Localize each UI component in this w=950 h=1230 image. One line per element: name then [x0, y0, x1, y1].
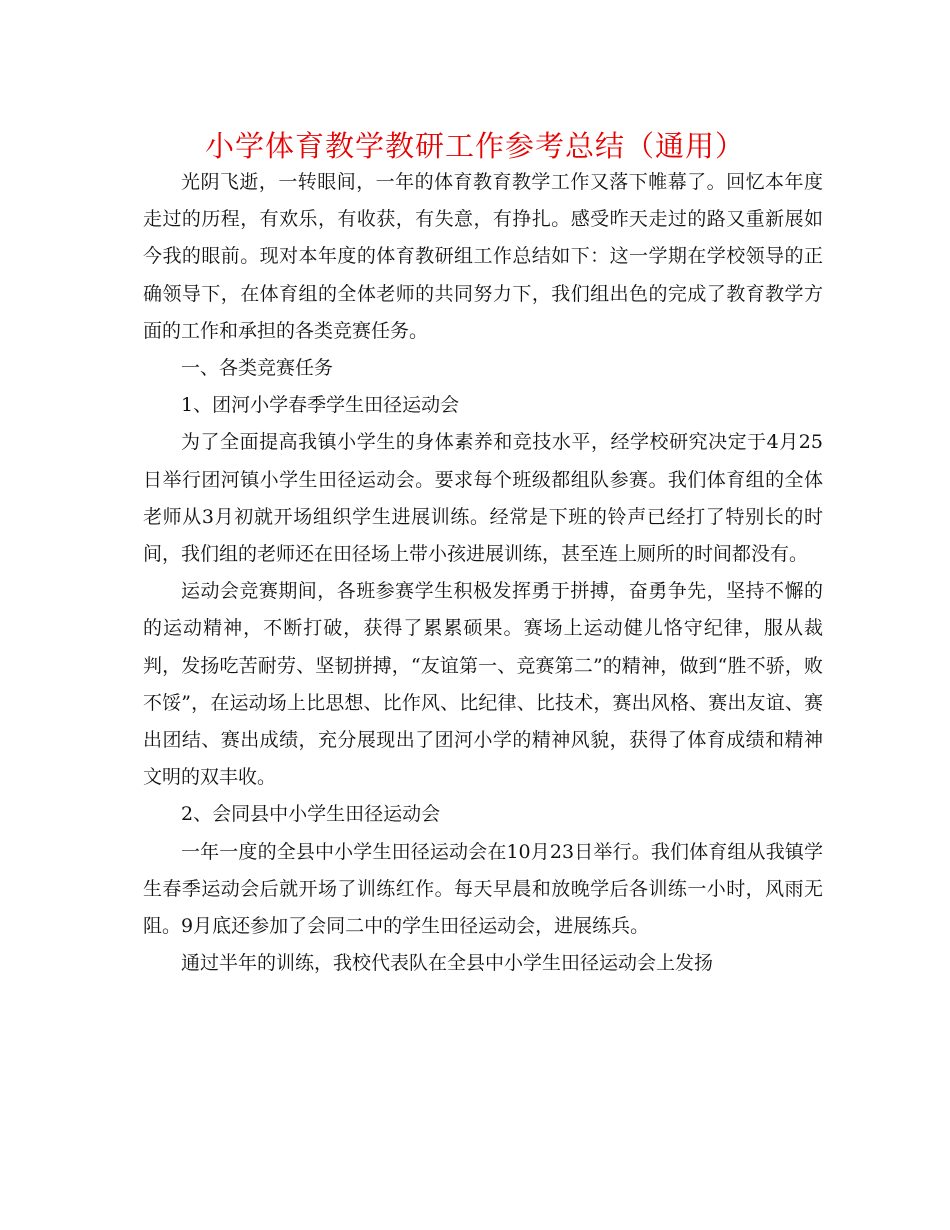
section-heading-competitions: 一、各类竞赛任务: [181, 357, 334, 380]
subsection-heading-county-meet: 2、会同县中小学生田径运动会: [181, 803, 441, 826]
paragraph-spring-meet-training: 为了全面提高我镇小学生的身体素养和竞技水平，经学校研究决定于4月25日举行团河镇小学生田径运动会。要求每个班级都组队参赛。我们体育组的全体老师从3月初就开场组织学生进展训练。经常是下班的铃声已经打了特别长的时间，我们组的老师还在田径场上带小孩进展训练，甚至连上厕所的时间都没有。: [143, 431, 823, 566]
document-title: 小学体育教学教研工作参考总结（通用）: [204, 129, 745, 163]
paragraph-intro: 光阴飞逝，一转眼间，一年的体育教育教学工作又落下帷幕了。回忆本年度走过的历程，有欢乐，有收获，有失意，有挣扎。感受昨天走过的路又重新展如今我的眼前。现对本年度的体育教研组工作总结如下：这一学期在学校领导的正确领导下，在体育组的全体老师的共同努力下，我们组出色的完成了教育教学方面的工作和承担的各类竞赛任务。: [143, 171, 823, 342]
paragraph-spring-meet-results: 运动会竞赛期间，各班参赛学生积极发挥勇于拼搏，奋勇争先，坚持不懈的的运动精神，不断打破，获得了累累硕果。赛场上运动健儿恪守纪律，服从裁判，发扬吃苦耐劳、坚韧拼搏，“友谊第一、竞赛第二”的精神，做到“胜不骄，败不馁”，在运动场上比思想、比作风、比纪律、比技术，赛出风格、赛出友谊、赛出团结、赛出成绩，充分展现出了团河小学的精神风貌，获得了体育成绩和精神文明的双丰收。: [143, 580, 823, 789]
paragraph-county-meet-training: 一年一度的全县中小学生田径运动会在10月23日举行。我们体育组从我镇学生春季运动会后就开场了训练红作。每天早晨和放晚学后各训练一小时，风雨无阻。9月底还参加了会同二中的学生田径运动会，进展练兵。: [143, 840, 823, 938]
subsection-heading-spring-meet: 1、团河小学春季学生田径运动会: [181, 394, 460, 417]
document-body: [143, 164, 823, 982]
paragraph-county-meet-results: 通过半年的训练，我校代表队在全县中小学生田径运动会上发扬: [181, 952, 714, 975]
